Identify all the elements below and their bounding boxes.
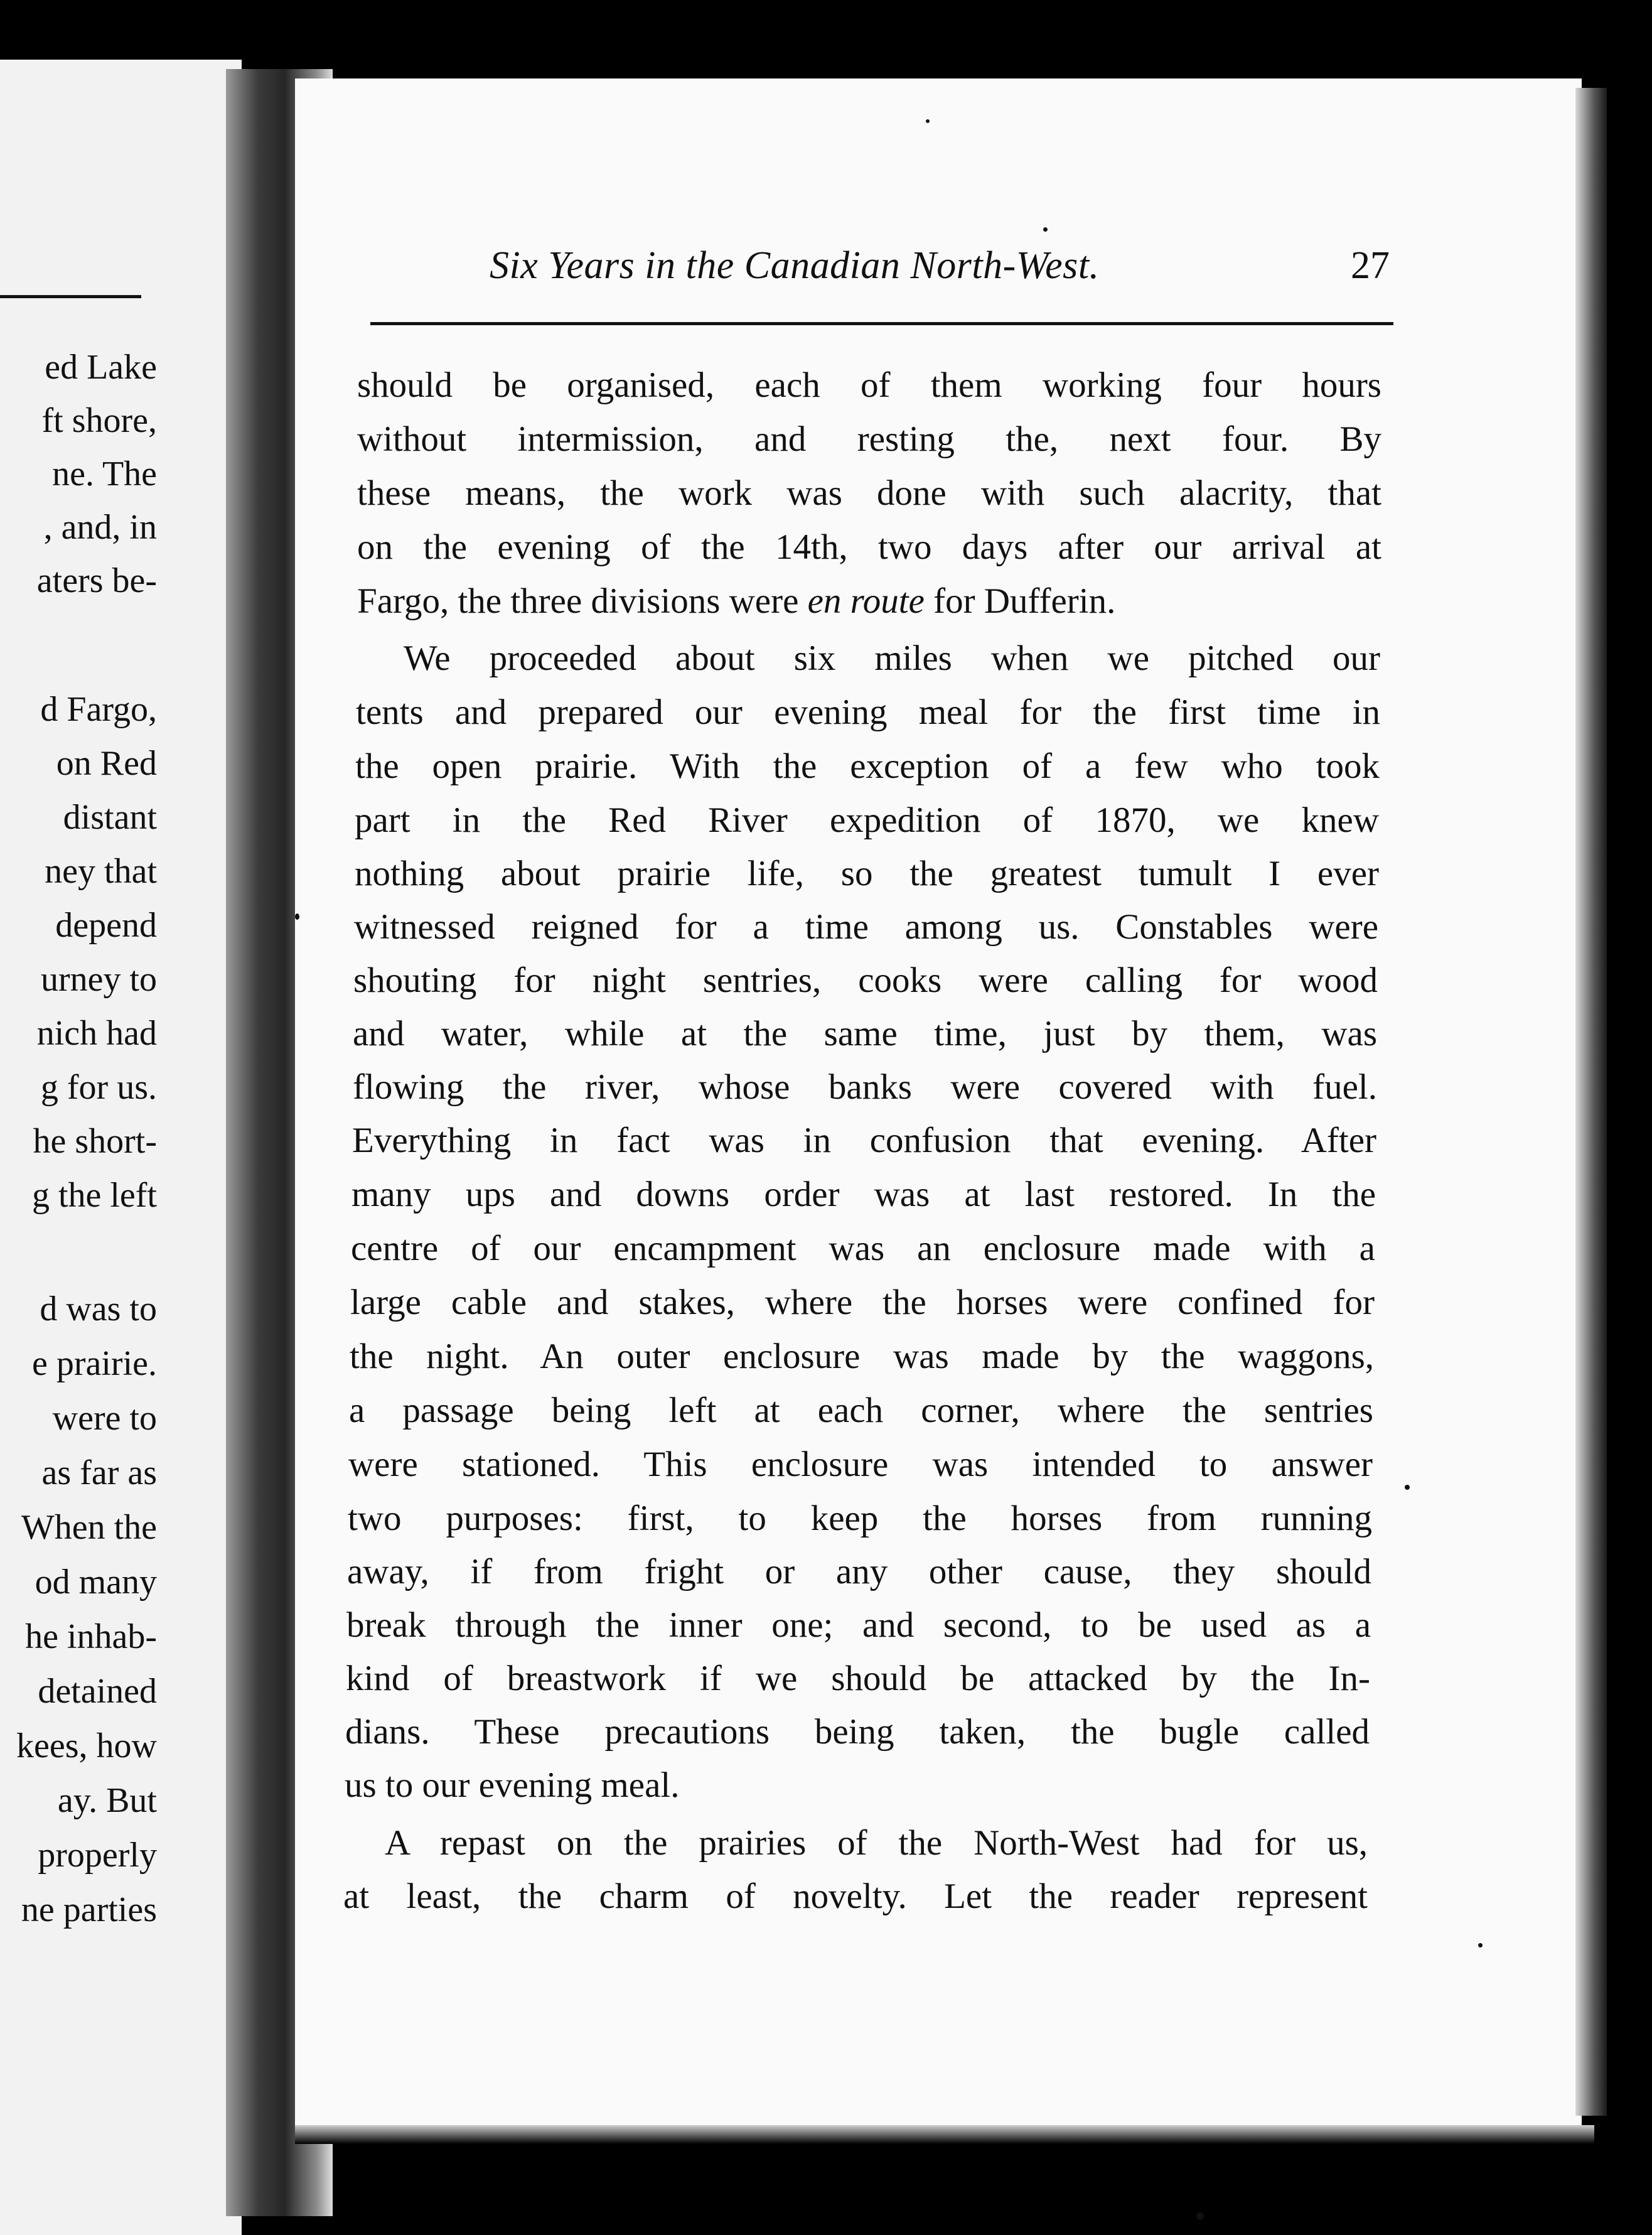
- left-page-line: on Red: [56, 744, 157, 783]
- left-page-line: distant: [63, 798, 157, 837]
- text-line: shouting for night sentries, cooks were calling for wood: [353, 961, 1378, 1000]
- left-page-line: , and, in: [43, 508, 157, 547]
- text-line: A repast on the prairies of the North-West had for us,: [385, 1823, 1368, 1863]
- text-line: the open prairie. With the exception of a few who took: [355, 746, 1380, 786]
- text-line: at least, the charm of novelty. Let the reader represent: [343, 1877, 1368, 1916]
- left-page-line: detained: [38, 1672, 157, 1711]
- text-line: nothing about prairie life, so the greatest tumult I ever: [355, 854, 1379, 893]
- text-line: without intermission, and resting the, next four. By: [357, 419, 1381, 459]
- text-line: a passage being left at each corner, where the sentries: [349, 1391, 1373, 1430]
- left-page-line: g for us.: [40, 1068, 157, 1107]
- left-page-line: ed Lake: [45, 348, 157, 387]
- left-page-line: ney that: [45, 852, 157, 891]
- text-line: break through the inner one; and second, to be used as a: [346, 1605, 1371, 1645]
- page-edge-shadow: [1575, 88, 1607, 2116]
- left-page-line: aters be-: [36, 561, 157, 600]
- text-line: large cable and stakes, where the horses were confined for: [350, 1283, 1375, 1322]
- scan-speck: [295, 913, 299, 920]
- page-number: 27: [1351, 244, 1390, 287]
- left-page-line: ft shore,: [41, 401, 157, 440]
- text-line: Everything in fact was in confusion that evening. After: [352, 1121, 1376, 1160]
- text-line: away, if from fright or any other cause, they should: [347, 1552, 1371, 1591]
- text-line: dians. These precautions being taken, the bugle called: [345, 1712, 1370, 1752]
- scan-speck: [1196, 2212, 1204, 2220]
- scan-speck: [1405, 1485, 1410, 1490]
- text-line: part in the Red River expedition of 1870, we knew: [355, 800, 1379, 840]
- left-page-line: as far as: [41, 1453, 157, 1492]
- header-rule: [370, 322, 1393, 325]
- left-page-line: g the left: [31, 1176, 157, 1215]
- left-page-line: depend: [55, 906, 157, 945]
- left-page-line: e prairie.: [32, 1344, 157, 1383]
- text-line: on the evening of the 14th, two days after our arrival at: [357, 527, 1381, 567]
- left-page-line: d was to: [40, 1290, 157, 1328]
- text-line: kind of breastwork if we should be attacked by the In-: [346, 1659, 1370, 1698]
- left-page-line: urney to: [40, 960, 157, 999]
- left-page-header-rule: [0, 295, 141, 298]
- left-page-line: kees, how: [16, 1726, 157, 1765]
- left-page-line: properly: [38, 1836, 157, 1875]
- left-page-line: he inhab-: [25, 1617, 157, 1656]
- text-line: Fargo, the three divisions were en route for Dufferin.: [357, 581, 1116, 621]
- left-page-line: ne. The: [52, 455, 157, 493]
- text-line: centre of our encampment was an enclosure made with a: [351, 1229, 1375, 1268]
- text-line: the night. An outer enclosure was made by the waggons,: [350, 1337, 1374, 1376]
- text-line: tents and prepared our evening meal for the first time in: [356, 692, 1380, 732]
- text-line: flowing the river, whose banks were covered with fuel.: [353, 1067, 1377, 1107]
- text-line: were stationed. This enclosure was intended to answer: [348, 1445, 1373, 1484]
- left-page-line: nich had: [36, 1014, 157, 1053]
- left-page-line: ay. But: [57, 1781, 157, 1820]
- scan-speck: [926, 119, 930, 123]
- left-page-line: he short-: [33, 1122, 157, 1161]
- text-line: us to our evening meal.: [345, 1765, 680, 1805]
- running-head: Six Years in the Canadian North-West.: [490, 244, 1100, 287]
- left-page-line: ne parties: [21, 1890, 157, 1929]
- text-line: should be organised, each of them working four hours: [357, 365, 1381, 405]
- text-line: and water, while at the same time, just by them, was: [353, 1014, 1377, 1053]
- text-line: We proceeded about six miles when we pitched our: [404, 638, 1380, 678]
- left-page-line: When the: [21, 1508, 157, 1547]
- left-page-line: were to: [52, 1399, 157, 1438]
- left-facing-page: [0, 60, 242, 2235]
- page-bottom-shadow: [295, 2125, 1594, 2144]
- scan-speck: [1478, 1943, 1483, 1947]
- text-line: two purposes: first, to keep the horses from running: [348, 1499, 1372, 1538]
- left-page-line: d Fargo,: [40, 690, 157, 729]
- scan-speck: [1043, 227, 1048, 232]
- left-page-line: od many: [35, 1563, 157, 1602]
- text-line: these means, the work was done with such alacrity, that: [357, 473, 1381, 513]
- text-line: many ups and downs order was at last restored. In the: [351, 1175, 1376, 1214]
- text-line: witnessed reigned for a time among us. Constables were: [354, 907, 1378, 947]
